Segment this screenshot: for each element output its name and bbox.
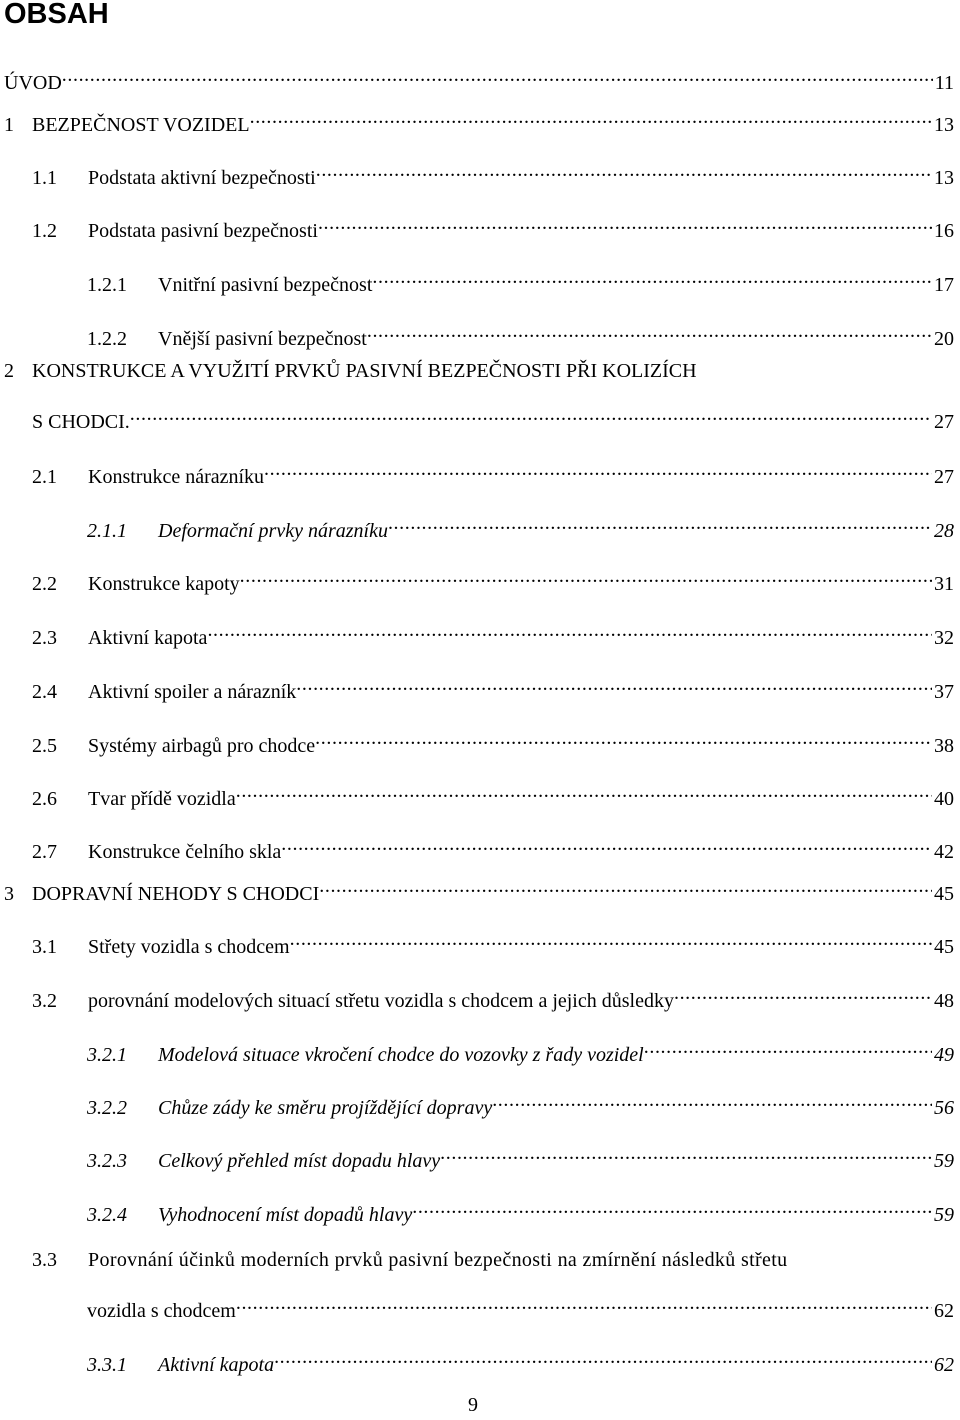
toc-entry-2-2[interactable]	[32, 560, 954, 595]
dot-leader	[296, 668, 932, 698]
toc-entry-label: Porovnání účinků moderních prvků pasivní bezpečnosti na zmírnění následků střetu	[88, 1249, 788, 1271]
toc-entry-3-2-1[interactable]	[87, 1031, 954, 1066]
toc-entry-3[interactable]	[4, 870, 954, 905]
toc-entry-number: 2.5	[32, 735, 57, 757]
toc-page-number: 11	[934, 72, 954, 94]
toc-page-number: 17	[934, 274, 954, 296]
toc-page-number: 20	[934, 328, 954, 350]
dot-leader	[250, 101, 932, 131]
toc-entry-label: Podstata pasivní bezpečnosti	[88, 220, 318, 242]
toc-entry-3-3-1[interactable]	[87, 1341, 954, 1376]
toc-page-number: 31	[934, 573, 954, 595]
toc-entry-1-2-2[interactable]	[87, 315, 954, 350]
toc-entry-number: 2.7	[32, 841, 57, 863]
toc-entry-label: Tvar přídě vozidla	[88, 788, 236, 810]
dot-leader	[388, 507, 932, 537]
toc-page-number: 62	[934, 1354, 954, 1376]
toc-entry-label: porovnání modelových situací střetu vozidla s chodcem a jejich důsledky	[88, 990, 674, 1012]
toc-entry-2[interactable]	[32, 398, 954, 433]
toc-page-number: 45	[934, 883, 954, 905]
toc-entry-1-1[interactable]	[32, 154, 954, 189]
dot-leader	[281, 828, 932, 858]
toc-entry-1-2-1[interactable]	[87, 261, 954, 296]
toc-entry-3-2-3[interactable]	[87, 1137, 954, 1172]
toc-page-number: 13	[934, 167, 954, 189]
toc-entry-number: 3.2.4	[87, 1204, 127, 1226]
toc-entry-number: 2.1	[32, 466, 57, 488]
dot-leader	[236, 775, 932, 805]
toc-entry-number: 2.6	[32, 788, 57, 810]
dot-leader	[367, 315, 932, 345]
dot-leader	[315, 722, 932, 752]
toc-entry-label: Konstrukce čelního skla	[88, 841, 282, 863]
toc-page-number: 59	[934, 1204, 954, 1226]
toc-page-number: 49	[934, 1044, 954, 1066]
toc-entry-3-2[interactable]	[32, 977, 954, 1012]
toc-entry-2-5[interactable]	[32, 722, 954, 757]
toc-entry-number: 3.2	[32, 990, 57, 1012]
toc-page-number: 62	[934, 1300, 954, 1322]
toc-page-number: 38	[934, 735, 954, 757]
toc-entry-number: 3.2.1	[87, 1044, 127, 1066]
toc-entry-number: 3.1	[32, 936, 57, 958]
dot-leader	[207, 614, 932, 644]
toc-entry-label: Aktivní spoiler a nárazník	[88, 681, 297, 703]
dot-leader	[274, 1341, 932, 1371]
toc-entry-number: 3.2.3	[87, 1150, 127, 1172]
dot-leader	[236, 1287, 932, 1317]
toc-entry-label: Vnitřní pasivní bezpečnost	[158, 274, 373, 296]
toc-entry-label: Podstata aktivní bezpečnosti	[88, 167, 316, 189]
toc-page-number: 37	[934, 681, 954, 703]
toc-entry-1[interactable]	[4, 101, 954, 136]
toc-entry-3-3-first-line[interactable]	[32, 1245, 788, 1275]
toc-entry-number: 3.2.2	[87, 1097, 127, 1119]
toc-entry-number: 2.3	[32, 627, 57, 649]
toc-page-number: 56	[934, 1097, 954, 1119]
toc-page-number: 42	[934, 841, 954, 863]
dot-leader	[264, 453, 932, 483]
toc-entry-3-3[interactable]	[87, 1287, 954, 1322]
toc-entry-label: Modelová situace vkročení chodce do vozovky z řady vozidel	[158, 1044, 644, 1066]
toc-entry-2-4[interactable]	[32, 668, 954, 703]
toc-entry-number: 2.4	[32, 681, 57, 703]
toc-entry-number: 2.2	[32, 573, 57, 595]
toc-page-number: 16	[934, 220, 954, 242]
toc-entry-3-2-2[interactable]	[87, 1084, 954, 1119]
dot-leader	[372, 261, 932, 291]
toc-entry-label: DOPRAVNÍ NEHODY S CHODCI	[32, 883, 320, 905]
toc-entry-label-continuation: vozidla s chodcem	[87, 1300, 236, 1322]
toc-page-number: 27	[934, 466, 954, 488]
dot-leader	[316, 154, 932, 184]
toc-entry-label: Střety vozidla s chodcem	[88, 936, 290, 958]
toc-page-number: 28	[934, 520, 954, 542]
toc-entry-uvod[interactable]	[4, 59, 954, 94]
dot-leader	[240, 560, 932, 590]
dot-leader	[319, 870, 932, 900]
toc-page-number: 32	[934, 627, 954, 649]
toc-entry-2-6[interactable]	[32, 775, 954, 810]
dot-leader	[290, 923, 932, 953]
toc-entry-label: Systémy airbagů pro chodce	[88, 735, 316, 757]
toc-page-number: 13	[934, 114, 954, 136]
toc-entry-number: 1.1	[32, 167, 57, 189]
toc-entry-label: KONSTRUKCE A VYUŽITÍ PRVKŮ PASIVNÍ BEZPEČNOSTI PŘI KOLIZÍCH	[32, 360, 697, 382]
toc-entry-number: 2.1.1	[87, 520, 127, 542]
toc-entry-number: 1.2.1	[87, 274, 127, 296]
toc-entry-number: 3	[4, 883, 14, 905]
toc-entry-label: Konstrukce nárazníku	[88, 466, 265, 488]
toc-entry-label: Konstrukce kapoty	[88, 573, 240, 595]
toc-entry-number: 1.2.2	[87, 328, 127, 350]
toc-entry-label: Vnější pasivní bezpečnost	[158, 328, 367, 350]
toc-entry-label: Celkový přehled míst dopadu hlavy	[158, 1150, 441, 1172]
toc-entry-label: Aktivní kapota	[88, 627, 208, 649]
toc-entry-label: BEZPEČNOST VOZIDEL	[32, 114, 250, 136]
dot-leader	[492, 1084, 932, 1114]
dot-leader	[644, 1031, 932, 1061]
toc-entry-label: Deformační prvky nárazníku	[158, 520, 388, 542]
toc-entry-number: 3.3	[32, 1249, 57, 1271]
toc-entry-3-2-4[interactable]	[87, 1191, 954, 1226]
toc-entry-2-1[interactable]	[32, 453, 954, 488]
dot-leader	[674, 977, 932, 1007]
toc-entry-2-7[interactable]	[32, 828, 954, 863]
dot-leader	[130, 398, 932, 428]
dot-leader	[440, 1137, 932, 1167]
dot-leader	[318, 207, 932, 237]
toc-page-number: 27	[934, 411, 954, 433]
toc-entry-2-1-1[interactable]	[87, 507, 954, 542]
toc-page-number: 40	[934, 788, 954, 810]
toc-entry-number: 1.2	[32, 220, 57, 242]
dot-leader	[412, 1191, 932, 1221]
toc-entry-2-first-line[interactable]	[4, 356, 697, 386]
toc-entry-2-3[interactable]	[32, 614, 954, 649]
toc-entry-3-1[interactable]	[32, 923, 954, 958]
toc-entry-label: Chůze zády ke směru projíždějící dopravy	[158, 1097, 493, 1119]
dot-leader	[62, 59, 933, 89]
toc-entry-1-2[interactable]	[32, 207, 954, 242]
toc-entry-label: Vyhodnocení míst dopadů hlavy	[158, 1204, 413, 1226]
toc-entry-label-continuation: S CHODCI.	[32, 411, 130, 433]
toc-heading: OBSAH	[4, 0, 109, 30]
toc-entry-label: ÚVOD	[4, 72, 62, 94]
toc-page-number: 45	[934, 936, 954, 958]
toc-page-number: 48	[934, 990, 954, 1012]
toc-entry-number: 2	[4, 360, 14, 382]
toc-entry-number: 3.3.1	[87, 1354, 127, 1376]
toc-entry-number: 1	[4, 114, 14, 136]
page-number: 9	[468, 1394, 478, 1416]
toc-entry-label: Aktivní kapota	[158, 1354, 275, 1376]
toc-page-number: 59	[934, 1150, 954, 1172]
